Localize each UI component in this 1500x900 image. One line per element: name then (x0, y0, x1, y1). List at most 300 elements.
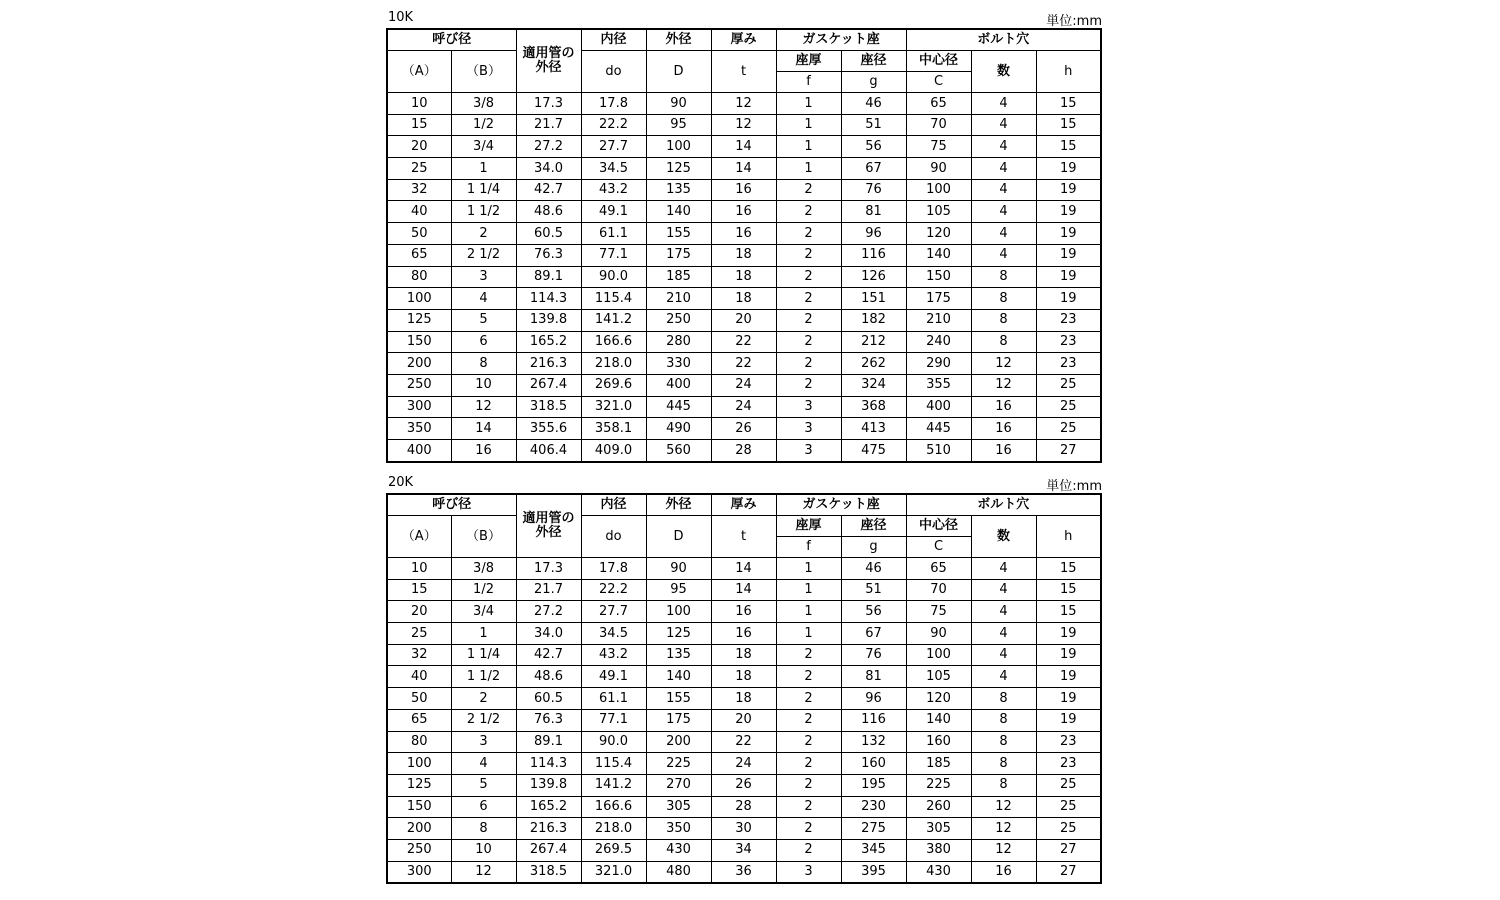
table-cell: 19 (1036, 644, 1101, 666)
table-cell: 15 (387, 579, 451, 601)
table-cell: 368 (841, 396, 906, 418)
table-cell: 90 (646, 93, 711, 115)
table-cell: 90.0 (581, 731, 646, 753)
section-header (386, 8, 1102, 28)
header-col-b: （B） (451, 51, 516, 93)
table-cell: 267.4 (516, 374, 581, 396)
table-cell: 60.5 (516, 223, 581, 245)
table-cell: 19 (1036, 623, 1101, 645)
table-cell: 270 (646, 774, 711, 796)
table-cell: 4 (971, 158, 1036, 180)
header-col-b: （B） (451, 516, 516, 558)
header-gasket-diameter: 座径 (841, 51, 906, 72)
table-cell: 3 (776, 440, 841, 462)
header-bolt-count: 数 (971, 516, 1036, 558)
table-cell: 4 (971, 644, 1036, 666)
table-cell: 16 (711, 601, 776, 623)
table-cell: 34.0 (516, 623, 581, 645)
table-cell: 1 1/2 (451, 201, 516, 223)
table-cell: 321.0 (581, 396, 646, 418)
table-cell: 14 (711, 136, 776, 158)
table-cell: 135 (646, 179, 711, 201)
table-row (387, 418, 1101, 440)
table-cell: 76.3 (516, 709, 581, 731)
table-cell: 21.7 (516, 579, 581, 601)
table-row (387, 309, 1101, 331)
table-cell: 90.0 (581, 266, 646, 288)
table-cell: 76 (841, 644, 906, 666)
table-row (387, 644, 1101, 666)
table-row (387, 158, 1101, 180)
table-cell: 185 (906, 753, 971, 775)
table-cell: 23 (1036, 731, 1101, 753)
table-cell: 49.1 (581, 666, 646, 688)
table-cell: 175 (646, 244, 711, 266)
table-cell: 3 (451, 731, 516, 753)
header-thickness: 厚み (711, 494, 776, 516)
table-cell: 48.6 (516, 666, 581, 688)
table-cell: 4 (971, 136, 1036, 158)
table-cell: 3 (776, 418, 841, 440)
table-cell: 43.2 (581, 179, 646, 201)
table-cell: 290 (906, 353, 971, 375)
table-cell: 67 (841, 158, 906, 180)
table-cell: 70 (906, 114, 971, 136)
table-cell: 250 (387, 839, 451, 861)
table-cell: 140 (906, 709, 971, 731)
table-cell: 140 (906, 244, 971, 266)
table-cell: 1 (776, 601, 841, 623)
header-symbol-d: D (646, 516, 711, 558)
table-cell: 260 (906, 796, 971, 818)
table-cell: 175 (906, 288, 971, 310)
table-cell: 56 (841, 601, 906, 623)
table-cell: 560 (646, 440, 711, 462)
table-cell: 6 (451, 796, 516, 818)
header-symbol-do: do (581, 516, 646, 558)
table-cell: 115.4 (581, 753, 646, 775)
table-cell: 2 (776, 796, 841, 818)
table-cell: 380 (906, 839, 971, 861)
table-cell: 8 (971, 688, 1036, 710)
table-cell: 18 (711, 644, 776, 666)
table-cell: 400 (906, 396, 971, 418)
table-cell: 20 (711, 309, 776, 331)
table-cell: 36 (711, 861, 776, 883)
table-cell: 15 (1036, 136, 1101, 158)
flange-dimension-table-20k (386, 493, 1102, 884)
header-symbol-h: h (1036, 51, 1101, 93)
table-cell: 40 (387, 201, 451, 223)
table-cell: 56 (841, 136, 906, 158)
table-cell: 2 (776, 709, 841, 731)
unit-label: 単位:mm (1046, 14, 1102, 29)
table-cell: 4 (971, 579, 1036, 601)
table-cell: 20 (387, 136, 451, 158)
table-cell: 406.4 (516, 440, 581, 462)
table-row (387, 396, 1101, 418)
table-cell: 1 (776, 558, 841, 580)
table-cell: 2 (776, 374, 841, 396)
table-cell: 8 (451, 818, 516, 840)
table-cell: 305 (906, 818, 971, 840)
table-cell: 445 (906, 418, 971, 440)
table-row (387, 818, 1101, 840)
table-cell: 27.2 (516, 136, 581, 158)
table-cell: 395 (841, 861, 906, 883)
header-col-a: （A） (387, 516, 451, 558)
flange-dimension-table-10k (386, 28, 1102, 463)
table-cell: 25 (1036, 396, 1101, 418)
table-cell: 321.0 (581, 861, 646, 883)
table-cell: 42.7 (516, 644, 581, 666)
table-cell: 2 (776, 753, 841, 775)
table-cell: 16 (451, 440, 516, 462)
table-cell: 3 (451, 266, 516, 288)
table-cell: 2 (451, 223, 516, 245)
table-cell: 140 (646, 201, 711, 223)
header-gasket-seat: ガスケット座 (776, 494, 906, 516)
table-cell: 166.6 (581, 796, 646, 818)
table-cell: 5 (451, 774, 516, 796)
table-row (387, 223, 1101, 245)
table-cell: 218.0 (581, 353, 646, 375)
table-cell: 25 (1036, 418, 1101, 440)
table-cell: 269.6 (581, 374, 646, 396)
table-cell: 21.7 (516, 114, 581, 136)
table-cell: 2 (776, 309, 841, 331)
header-inner-diameter: 内径 (581, 494, 646, 516)
table-cell: 75 (906, 136, 971, 158)
table-row (387, 353, 1101, 375)
table-cell: 350 (387, 418, 451, 440)
table-cell: 48.6 (516, 201, 581, 223)
table-row (387, 93, 1101, 115)
table-row (387, 288, 1101, 310)
table-cell: 2 (776, 774, 841, 796)
pressure-grade-label: 20K (388, 475, 414, 490)
table-cell: 1 (776, 579, 841, 601)
table-cell: 12 (971, 796, 1036, 818)
table-cell: 25 (1036, 774, 1101, 796)
table-cell: 140 (646, 666, 711, 688)
table-cell: 100 (906, 644, 971, 666)
table-cell: 8 (971, 288, 1036, 310)
table-cell: 76.3 (516, 244, 581, 266)
table-cell: 216.3 (516, 353, 581, 375)
table-cell: 22 (711, 353, 776, 375)
table-cell: 19 (1036, 666, 1101, 688)
table-cell: 330 (646, 353, 711, 375)
table-cell: 76 (841, 179, 906, 201)
table-cell: 18 (711, 288, 776, 310)
table-cell: 50 (387, 223, 451, 245)
table-cell: 2 (776, 839, 841, 861)
table-cell: 30 (711, 818, 776, 840)
table-cell: 4 (451, 288, 516, 310)
table-row (387, 688, 1101, 710)
header-symbol-t: t (711, 516, 776, 558)
table-row (387, 179, 1101, 201)
table-cell: 1/2 (451, 114, 516, 136)
table-cell: 2 (776, 666, 841, 688)
table-cell: 182 (841, 309, 906, 331)
header-gasket-diameter: 座径 (841, 516, 906, 537)
header-bolt-count: 数 (971, 51, 1036, 93)
table-cell: 2 (776, 201, 841, 223)
table-cell: 15 (1036, 93, 1101, 115)
table-cell: 355 (906, 374, 971, 396)
table-row (387, 374, 1101, 396)
table-cell: 25 (1036, 374, 1101, 396)
table-cell: 8 (971, 709, 1036, 731)
header-symbol-f: f (776, 72, 841, 93)
table-cell: 18 (711, 666, 776, 688)
table-cell: 22.2 (581, 114, 646, 136)
section-header (386, 473, 1102, 493)
table-cell: 2 1/2 (451, 709, 516, 731)
table-cell: 4 (971, 93, 1036, 115)
table-cell: 160 (906, 731, 971, 753)
table-cell: 18 (711, 266, 776, 288)
table-cell: 116 (841, 244, 906, 266)
table-cell: 100 (906, 179, 971, 201)
table-cell: 139.8 (516, 774, 581, 796)
header-pipe-outer-diameter: 適用管の外径 (516, 494, 581, 558)
header-outer-diameter: 外径 (646, 494, 711, 516)
table-cell: 15 (1036, 114, 1101, 136)
table-cell: 318.5 (516, 396, 581, 418)
table-cell: 430 (906, 861, 971, 883)
unit-label: 単位:mm (1046, 479, 1102, 494)
table-cell: 3/8 (451, 558, 516, 580)
table-cell: 230 (841, 796, 906, 818)
table-cell: 27.7 (581, 601, 646, 623)
table-cell: 8 (451, 353, 516, 375)
table-cell: 23 (1036, 353, 1101, 375)
table-row (387, 558, 1101, 580)
table-row (387, 709, 1101, 731)
table-cell: 12 (971, 374, 1036, 396)
table-cell: 77.1 (581, 244, 646, 266)
header-bolt-hole: ボルト穴 (906, 494, 1101, 516)
table-cell: 8 (971, 774, 1036, 796)
table-cell: 80 (387, 731, 451, 753)
table-cell: 1 (776, 93, 841, 115)
table-cell: 27 (1036, 861, 1101, 883)
table-cell: 19 (1036, 266, 1101, 288)
table-cell: 42.7 (516, 179, 581, 201)
table-cell: 28 (711, 440, 776, 462)
table-cell: 49.1 (581, 201, 646, 223)
table-cell: 2 (776, 688, 841, 710)
table-cell: 155 (646, 223, 711, 245)
table-cell: 139.8 (516, 309, 581, 331)
table-cell: 445 (646, 396, 711, 418)
table-cell: 15 (1036, 558, 1101, 580)
table-cell: 100 (646, 136, 711, 158)
table-cell: 46 (841, 558, 906, 580)
table-cell: 132 (841, 731, 906, 753)
table-row (387, 440, 1101, 462)
header-symbol-c: C (906, 72, 971, 93)
table-cell: 51 (841, 114, 906, 136)
table-cell: 225 (906, 774, 971, 796)
table-cell: 160 (841, 753, 906, 775)
table-cell: 12 (711, 114, 776, 136)
table-cell: 16 (971, 418, 1036, 440)
table-cell: 20 (387, 601, 451, 623)
table-cell: 141.2 (581, 774, 646, 796)
table-cell: 1 1/4 (451, 179, 516, 201)
header-col-a: （A） (387, 51, 451, 93)
table-cell: 195 (841, 774, 906, 796)
table-cell: 27 (1036, 839, 1101, 861)
table-cell: 18 (711, 244, 776, 266)
table-cell: 77.1 (581, 709, 646, 731)
table-cell: 81 (841, 201, 906, 223)
table-cell: 5 (451, 309, 516, 331)
table-cell: 22 (711, 331, 776, 353)
table-cell: 100 (387, 753, 451, 775)
table-cell: 27 (1036, 440, 1101, 462)
table-cell: 19 (1036, 288, 1101, 310)
table-cell: 1 (776, 114, 841, 136)
table-cell: 490 (646, 418, 711, 440)
table-cell: 16 (711, 623, 776, 645)
table-row (387, 861, 1101, 883)
table-row (387, 266, 1101, 288)
table-cell: 15 (1036, 579, 1101, 601)
table-cell: 1 (776, 158, 841, 180)
table-cell: 120 (906, 688, 971, 710)
table-cell: 27.2 (516, 601, 581, 623)
table-cell: 4 (451, 753, 516, 775)
table-cell: 46 (841, 93, 906, 115)
table-cell: 61.1 (581, 688, 646, 710)
table-cell: 96 (841, 688, 906, 710)
table-row (387, 839, 1101, 861)
table-cell: 358.1 (581, 418, 646, 440)
table-cell: 318.5 (516, 861, 581, 883)
header-thickness: 厚み (711, 29, 776, 51)
table-cell: 14 (451, 418, 516, 440)
table-cell: 17.8 (581, 93, 646, 115)
table-cell: 60.5 (516, 688, 581, 710)
table-cell: 4 (971, 114, 1036, 136)
table-cell: 105 (906, 201, 971, 223)
table-cell: 355.6 (516, 418, 581, 440)
table-row (387, 796, 1101, 818)
header-center-diameter: 中心径 (906, 51, 971, 72)
table-cell: 34.5 (581, 623, 646, 645)
table-cell: 141.2 (581, 309, 646, 331)
table-cell: 100 (387, 288, 451, 310)
table-cell: 280 (646, 331, 711, 353)
table-cell: 61.1 (581, 223, 646, 245)
header-gasket-thickness: 座厚 (776, 51, 841, 72)
table-cell: 17.3 (516, 93, 581, 115)
table-cell: 15 (1036, 601, 1101, 623)
table-cell: 216.3 (516, 818, 581, 840)
table-cell: 3/4 (451, 601, 516, 623)
table-cell: 24 (711, 396, 776, 418)
table-cell: 218.0 (581, 818, 646, 840)
flange-table-20k-section (386, 473, 1102, 884)
table-cell: 8 (971, 266, 1036, 288)
table-cell: 32 (387, 644, 451, 666)
table-cell: 24 (711, 753, 776, 775)
table-row (387, 201, 1101, 223)
header-symbol-g: g (841, 537, 906, 558)
table-cell: 10 (451, 374, 516, 396)
flange-table-10k-section (386, 8, 1102, 463)
table-cell: 65 (906, 93, 971, 115)
header-symbol-f: f (776, 537, 841, 558)
table-cell: 2 (776, 644, 841, 666)
table-cell: 18 (711, 688, 776, 710)
header-symbol-g: g (841, 72, 906, 93)
table-cell: 8 (971, 753, 1036, 775)
table-cell: 28 (711, 796, 776, 818)
table-cell: 6 (451, 331, 516, 353)
header-center-diameter: 中心径 (906, 516, 971, 537)
table-cell: 2 (776, 818, 841, 840)
table-cell: 240 (906, 331, 971, 353)
table-cell: 8 (971, 309, 1036, 331)
table-cell: 27.7 (581, 136, 646, 158)
table-cell: 75 (906, 601, 971, 623)
table-cell: 25 (1036, 796, 1101, 818)
table-cell: 25 (1036, 818, 1101, 840)
table-cell: 126 (841, 266, 906, 288)
table-cell: 275 (841, 818, 906, 840)
header-nominal-size: 呼び径 (387, 494, 516, 516)
table-cell: 16 (711, 223, 776, 245)
table-cell: 16 (971, 396, 1036, 418)
table-cell: 14 (711, 158, 776, 180)
table-cell: 2 (776, 353, 841, 375)
table-cell: 22 (711, 731, 776, 753)
table-cell: 10 (451, 839, 516, 861)
table-cell: 125 (646, 623, 711, 645)
table-cell: 16 (971, 440, 1036, 462)
table-cell: 3/8 (451, 93, 516, 115)
table-cell: 25 (387, 623, 451, 645)
table-cell: 324 (841, 374, 906, 396)
table-cell: 210 (906, 309, 971, 331)
table-cell: 12 (971, 839, 1036, 861)
table-cell: 89.1 (516, 266, 581, 288)
table-cell: 34 (711, 839, 776, 861)
table-cell: 90 (906, 158, 971, 180)
table-cell: 475 (841, 440, 906, 462)
table-cell: 262 (841, 353, 906, 375)
table-row (387, 136, 1101, 158)
header-gasket-thickness: 座厚 (776, 516, 841, 537)
table-cell: 17.3 (516, 558, 581, 580)
table-cell: 14 (711, 558, 776, 580)
table-row (387, 623, 1101, 645)
table-cell: 345 (841, 839, 906, 861)
table-cell: 14 (711, 579, 776, 601)
table-cell: 4 (971, 601, 1036, 623)
table-cell: 105 (906, 666, 971, 688)
table-body (387, 93, 1101, 462)
table-cell: 114.3 (516, 288, 581, 310)
table-cell: 114.3 (516, 753, 581, 775)
header-symbol-d: D (646, 51, 711, 93)
